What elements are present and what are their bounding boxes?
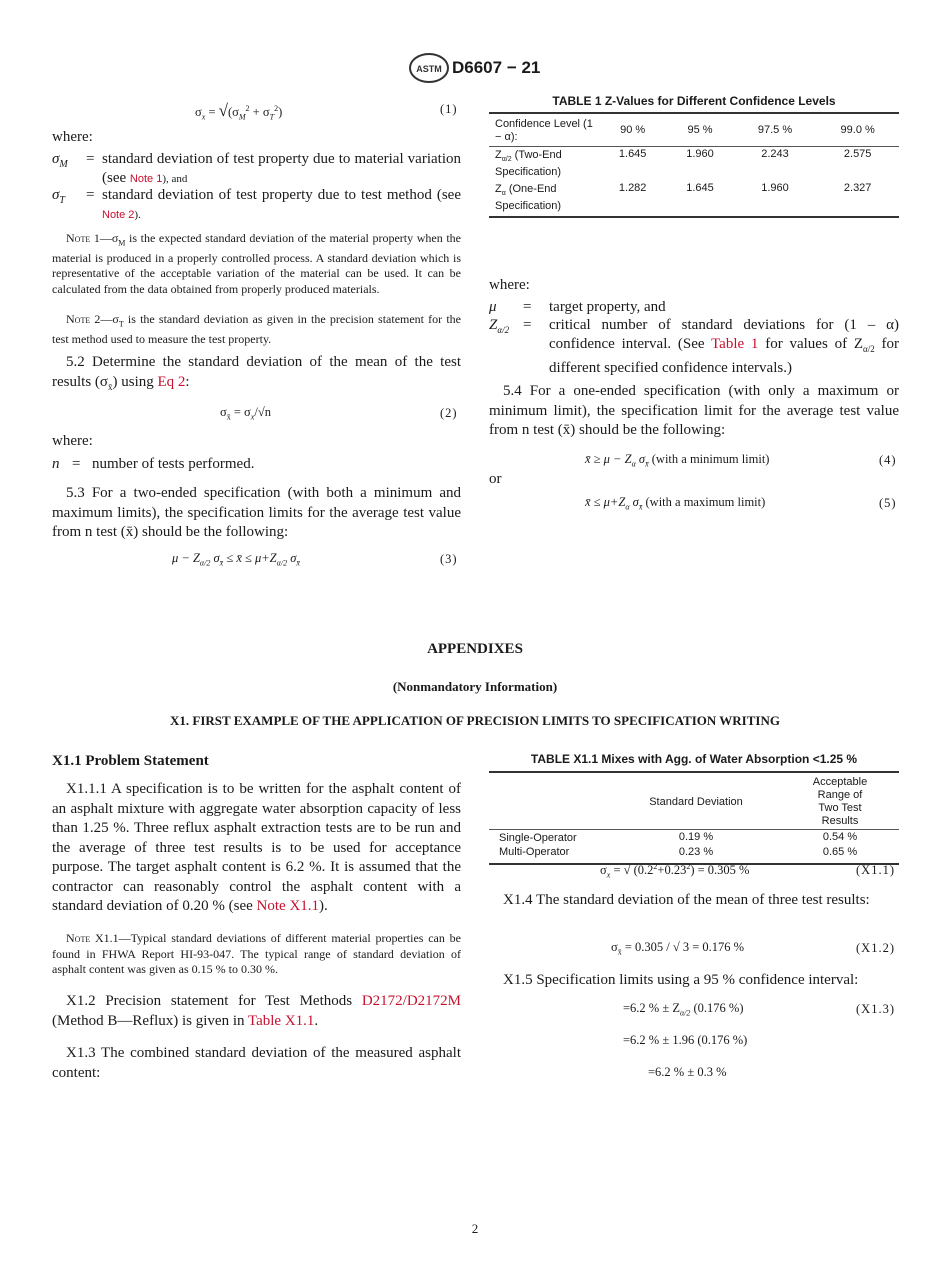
equation-4: x̄ ≥ $\mu - Z_\alpha$ $\sigma_{x̄}$ (with a minimum limit) [585,452,770,469]
astm-logo [407,52,451,84]
equation-x1-1: $\sigma_x$ = √ $(0.2^2+0.23^2) = 0.305$ % [600,862,750,880]
equation-x1-3-number: (X1.3) [856,1002,895,1016]
paragraph-5-4: 5.4 For a one-ended specification (with only a maximum or minimum limit), the specification limit for the average test value from n test (x̄) should be the following: [489,383,899,438]
paragraph-x1-5: X1.5 Specification limits using a 95 % confidence interval: [503,972,859,988]
equation-x1-3a: =6.2 % ± $Z_{\alpha/2}$ (0.176 %) [623,1001,744,1018]
document-designation: D6607 − 21 [452,58,541,77]
where-label-1: where: [52,129,93,145]
note-x1-1-link[interactable]: Note X1.1 [256,898,320,914]
definition-sigma-m: $\sigma_M$ = standard deviation of test property due to material variation (see Note 1), and [52,151,461,186]
x1-1-heading: X1.1 Problem Statement [52,753,209,769]
paragraph-x1-2: X1.2 Precision statement for Test Methods D2172/D2172M (Method B—Reflux) is given in Table X1.1. [52,993,461,1029]
table-x1-1 [489,771,899,865]
table-row: Single-Operator 0.19 % 0.54 % [499,831,858,844]
where-label-2: where: [52,433,93,449]
table-1-title: TABLE 1 Z-Values for Different Confidence Levels [552,94,836,108]
definition-mu: μ = target property, and [489,299,666,315]
appendixes-title: APPENDIXES [427,641,523,657]
equation-5-number: (5) [879,496,897,510]
table-x1-1-title: TABLE X1.1 Mixes with Agg. of Water Absorption <1.25 % [530,752,858,766]
svg-text:ASTM: ASTM [416,64,442,74]
note-2-link[interactable]: Note 2 [102,209,135,221]
table-1 [489,112,899,218]
equation-5: x̄ ≤ $\mu+Z_\alpha$ $\sigma_{x̄}$ (with a maximum limit) [585,495,766,512]
equation-1: $\sigma_x = √(\sigma_M^2 + \sigma_T^2)$ [195,101,283,122]
definition-n: n = number of tests performed. [52,456,255,472]
table-row: $Z_{\alpha/2}$ (Two-End Specification) 1.645 1.960 2.243 2.575 [495,148,872,179]
equation-2: $\sigma_{x̄} = \sigma_x/√n$ [220,405,271,422]
appendixes-subtitle: (Nonmandatory Information) [392,679,558,694]
appendix-x1-title: X1. FIRST EXAMPLE OF THE APPLICATION OF PRECISION LIMITS TO SPECIFICATION WRITING [170,713,780,728]
table-row: Standard Deviation Acceptable Range of Two Test Results [489,772,899,830]
equation-x1-3c: =6.2 % ± 0.3 % [648,1065,727,1079]
paragraph-x1-3: X1.3 The combined standard deviation of the measured asphalt content: [52,1045,461,1081]
paragraph-5-3: 5.3 For a two-ended specification (with both a minimum and maximum limits), the specification limits for the average test value from n test (x̄) should be the following: [52,485,461,540]
table-row: $Z_\alpha$ (One-End Specification) 1.282 1.645 1.960 2.327 [489,181,899,217]
equation-x1-3b: =6.2 % ± 1.96 (0.176 %) [623,1033,748,1047]
page-number: 2 [471,1221,479,1236]
paragraph-x1-1-1: X1.1.1 A specification is to be written for the asphalt content of an asphalt mixture with aggregate water absorption capacity of less than 1.25 %. Three reflux asphalt extraction tests are to be run and the average of three test results is to be used for acceptance purpose. The target asphalt content is 6.2 %. It is assumed that the contractor can reasonably control the asphalt content with a standard deviation of 0.20 % (see Note X1.1). [52,781,461,914]
astm-logo-icon [407,52,451,84]
table-row: Confidence Level (1 − α): 90 % 95 % 97.5 % 99.0 % [489,113,899,147]
table-x1-1-link[interactable]: Table X1.1 [247,1012,315,1029]
eq-2-link[interactable]: Eq 2 [157,373,186,390]
equation-x1-2-number: (X1.2) [856,941,895,955]
definition-sigma-t: $\sigma_T$ = standard deviation of test property due to test method (see Note 2). [52,187,461,221]
equation-3-number: (3) [440,552,458,566]
note-1-link[interactable]: Note 1 [129,173,163,185]
or-label: or [489,471,502,487]
equation-x1-2: $\sigma_{x̄} = 0.305$ / √ 3 = 0.176 % [611,940,745,957]
paragraph-5-2: 5.2 Determine the standard deviation of the mean of the test results $(\sigma_{x̄})$ using Eq 2: [52,354,461,392]
note-2: Note $2—\sigma_T$ is the standard deviation as given in the precision statement for the test method used to measure the test property. [52,312,461,346]
where-label-3: where: [489,277,530,293]
note-1: Note $1—\sigma_M$ is the expected standard deviation of the material property when the material is produced in a properly controlled process. A standard deviation which is representative of the acceptable variation of the material can be used. It can be calculated from the data obtained from properly produced materials. [52,231,461,296]
note-x1-1: Note X1.1—Typical standard deviations of different material properties can be found in FHWA Report HI-93-047. The typical range of standard deviation of asphalt content was given as 0.15 % to 0.30 %. [52,931,461,976]
paragraph-x1-4: X1.4 The standard deviation of the mean of three test results: [503,892,870,908]
equation-1-number: (1) [440,102,458,116]
equation-2-number: (2) [440,406,458,420]
equation-4-number: (4) [879,453,897,467]
table-1-link[interactable]: Table 1 [711,336,759,352]
table-row: Multi-Operator 0.23 % 0.65 % [489,845,899,864]
equation-3: $\mu - Z_{\alpha/2}$ $\sigma_{x̄}$ ≤ x̄ ≤ $\mu+Z_{\alpha/2}$ $\sigma_{x̄}$ [172,551,300,568]
definition-z-alpha: $Z_{\alpha/2}$ = critical number of standard deviations for (1 – α) confidence interval. (See Table 1 for values of $Z_{\alpha/2}$ for different specified confidence intervals.) [489,317,899,376]
equation-x1-1-number: (X1.1) [856,863,895,877]
d2172-link[interactable]: D2172/D2172M [361,993,461,1009]
